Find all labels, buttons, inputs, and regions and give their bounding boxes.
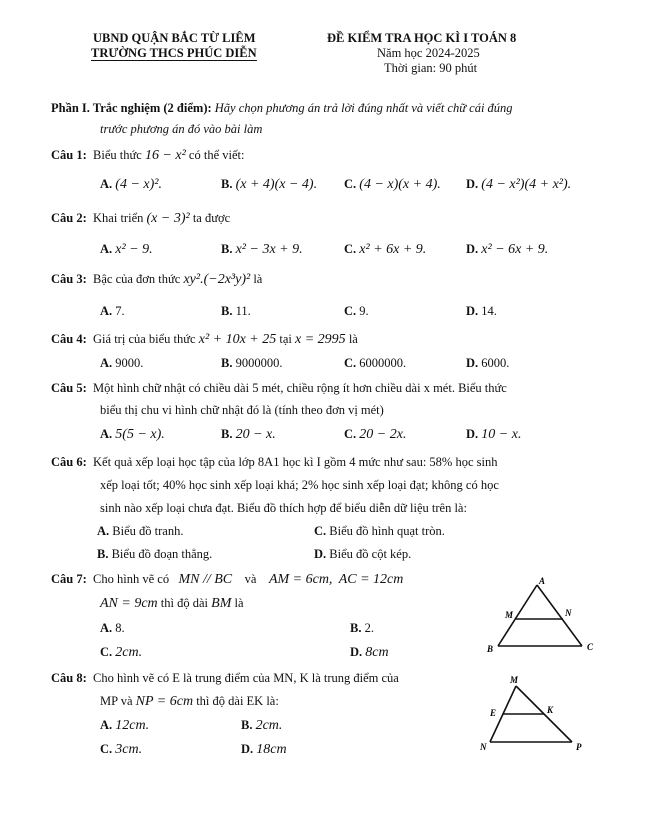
question-2 bbox=[51, 211, 230, 227]
label-c: C bbox=[587, 642, 594, 652]
option-b[interactable] bbox=[221, 304, 251, 319]
option-a[interactable] bbox=[100, 718, 149, 734]
option-a[interactable] bbox=[100, 427, 165, 443]
option-text: x² − 9. bbox=[115, 242, 153, 257]
option-key: B. bbox=[241, 718, 253, 732]
option-text: (x + 4)(x − 4). bbox=[235, 177, 318, 192]
option-a[interactable] bbox=[100, 304, 125, 319]
option-key: A. bbox=[100, 356, 113, 370]
question-math: xy².(−2x³y)² bbox=[183, 272, 251, 287]
option-key: B. bbox=[97, 547, 109, 561]
triangle-figure-q8 bbox=[476, 674, 596, 754]
option-text: 9. bbox=[359, 304, 369, 318]
question-tail: là bbox=[253, 272, 263, 286]
question-math: AN = 9cm bbox=[100, 596, 158, 611]
option-key: A. bbox=[100, 242, 113, 256]
option-key: C. bbox=[100, 645, 113, 659]
option-text: 18cm bbox=[256, 742, 287, 757]
question-tail: là bbox=[348, 332, 358, 346]
option-key: C. bbox=[344, 427, 357, 441]
question-line-1: Cho hình vẽ có E là trung điểm của MN, K là trung điểm của bbox=[93, 671, 399, 685]
question-line-2 bbox=[100, 694, 279, 710]
question-mid: tại bbox=[279, 332, 292, 346]
option-b[interactable] bbox=[221, 356, 282, 371]
option-c[interactable] bbox=[344, 177, 441, 193]
question-text: thì độ dài bbox=[160, 596, 209, 610]
option-c[interactable] bbox=[314, 524, 445, 539]
option-text: 2cm. bbox=[115, 645, 143, 660]
option-key: B. bbox=[221, 356, 233, 370]
label-k: K bbox=[547, 705, 554, 715]
question-math-2: x = 2995 bbox=[295, 332, 346, 347]
option-a[interactable] bbox=[100, 242, 153, 258]
option-d[interactable] bbox=[466, 177, 571, 193]
option-c[interactable] bbox=[344, 242, 426, 258]
option-text: Biểu đồ đoạn thẳng. bbox=[111, 547, 213, 561]
option-b[interactable] bbox=[97, 547, 212, 562]
option-key: B. bbox=[221, 242, 233, 256]
label-n: N bbox=[565, 608, 572, 618]
question-stem: Biểu thức bbox=[93, 148, 142, 162]
option-a[interactable] bbox=[100, 621, 125, 636]
question-text: và bbox=[244, 572, 257, 586]
question-text: thì độ dài EK là: bbox=[196, 694, 279, 708]
option-text: 12cm. bbox=[115, 718, 150, 733]
option-key: D. bbox=[466, 242, 479, 256]
question-math: (x − 3)² bbox=[146, 211, 190, 226]
question-text: Cho hình vẽ có bbox=[93, 572, 170, 586]
label-e: E bbox=[490, 708, 497, 718]
exam-duration: Thời gian: 90 phút bbox=[384, 61, 478, 75]
question-label: Câu 1: bbox=[51, 148, 87, 162]
option-key: D. bbox=[466, 427, 479, 441]
option-key: C. bbox=[344, 356, 357, 370]
option-text: x² + 6x + 9. bbox=[359, 242, 427, 257]
question-label: Câu 3: bbox=[51, 272, 87, 286]
question-stem: Khai triển bbox=[93, 211, 144, 225]
option-key: A. bbox=[100, 718, 113, 732]
option-text: 20 − x. bbox=[235, 427, 276, 442]
section-title: Phần I. Trắc nghiệm (2 điểm): bbox=[51, 101, 212, 115]
option-text: (4 − x)². bbox=[115, 177, 162, 192]
option-text: 2cm. bbox=[255, 718, 283, 733]
question-label: Câu 7: bbox=[51, 572, 87, 586]
option-key: D. bbox=[241, 742, 254, 756]
option-text: 2. bbox=[364, 621, 374, 635]
question-label: Câu 6: bbox=[51, 455, 87, 469]
option-text: Biểu đồ tranh. bbox=[112, 524, 184, 538]
option-text: 9000000. bbox=[235, 356, 283, 370]
question-line-1: Một hình chữ nhật có chiều dài 5 mét, chiều rộng ít hơn chiều dài x mét. Biểu thức bbox=[93, 381, 507, 395]
option-key: D. bbox=[466, 356, 479, 370]
label-a: A bbox=[539, 576, 546, 586]
option-key: B. bbox=[221, 304, 233, 318]
option-text: Biểu đồ cột kép. bbox=[329, 547, 412, 561]
option-key: A. bbox=[100, 427, 113, 441]
option-a[interactable] bbox=[100, 356, 143, 371]
label-n: N bbox=[480, 742, 487, 752]
option-d[interactable] bbox=[466, 356, 509, 371]
option-key: A. bbox=[100, 177, 113, 191]
option-d[interactable] bbox=[350, 645, 389, 661]
question-math: AM = 6cm, bbox=[268, 572, 333, 587]
question-text: là bbox=[234, 596, 244, 610]
option-b[interactable] bbox=[350, 621, 374, 636]
option-key: B. bbox=[221, 177, 233, 191]
option-d[interactable] bbox=[314, 547, 411, 562]
option-text: x² − 3x + 9. bbox=[235, 242, 303, 257]
question-math: x² + 10x + 25 bbox=[198, 332, 277, 347]
option-b[interactable] bbox=[221, 177, 317, 193]
section-instruction-2: trước phương án đó vào bài làm bbox=[100, 122, 263, 136]
question-label: Câu 5: bbox=[51, 381, 87, 395]
segment-ab bbox=[498, 585, 537, 646]
question-label: Câu 2: bbox=[51, 211, 87, 225]
option-text: 6000. bbox=[481, 356, 510, 370]
section-title-line bbox=[51, 101, 513, 116]
question-6 bbox=[51, 455, 497, 470]
option-c[interactable] bbox=[344, 304, 369, 319]
question-label: Câu 8: bbox=[51, 671, 87, 685]
option-text: 6000000. bbox=[359, 356, 407, 370]
option-c[interactable] bbox=[344, 427, 406, 443]
question-1 bbox=[51, 148, 244, 164]
question-stem: Bậc của đơn thức bbox=[93, 272, 181, 286]
school-name-text: TRƯỜNG THCS PHÚC DIỄN bbox=[91, 46, 257, 60]
label-p: P bbox=[576, 742, 582, 752]
option-d[interactable] bbox=[241, 742, 287, 758]
label-b: B bbox=[487, 644, 494, 654]
school-name bbox=[91, 46, 257, 61]
option-key: D. bbox=[350, 645, 363, 659]
option-key: D. bbox=[466, 177, 479, 191]
school-year: Năm học 2024-2025 bbox=[377, 46, 480, 60]
exam-title: ĐỀ KIỂM TRA HỌC KÌ I TOÁN 8 bbox=[327, 31, 517, 45]
option-text: 5(5 − x). bbox=[115, 427, 165, 442]
option-b[interactable] bbox=[241, 718, 282, 734]
segment-ac bbox=[537, 585, 582, 646]
option-text: 8. bbox=[115, 621, 125, 635]
option-a[interactable] bbox=[100, 177, 162, 193]
question-line-2: xếp loại tốt; 40% học sinh xếp loại khá; 2% học sinh xếp loại đạt; không có học bbox=[100, 478, 499, 492]
section-instruction-1: Hãy chọn phương án trả lời đúng nhất và viết chữ cái đúng bbox=[214, 101, 513, 115]
label-m: M bbox=[505, 610, 514, 620]
question-4 bbox=[51, 332, 358, 348]
option-key: B. bbox=[221, 427, 233, 441]
question-math: NP = 6cm bbox=[135, 694, 194, 709]
question-line-2 bbox=[100, 596, 244, 612]
question-line-3: sinh nào xếp loại chưa đạt. Biểu đồ thích hợp để biểu diễn dữ liệu trên là: bbox=[100, 501, 467, 515]
option-text: 8cm bbox=[365, 645, 389, 660]
school-district: UBND QUẬN BẮC TỪ LIÊM bbox=[93, 31, 256, 45]
option-c[interactable] bbox=[344, 356, 406, 371]
triangle-figure-q7 bbox=[484, 576, 600, 656]
question-line-1: Kết quả xếp loại học tập của lớp 8A1 học kì I gồm 4 mức như sau: 58% học sinh bbox=[93, 455, 498, 469]
option-key: C. bbox=[344, 177, 357, 191]
label-m: M bbox=[510, 675, 519, 685]
option-d[interactable] bbox=[466, 304, 497, 319]
option-key: A. bbox=[100, 304, 113, 318]
option-key: C. bbox=[100, 742, 113, 756]
option-key: D. bbox=[466, 304, 479, 318]
option-text: 9000. bbox=[115, 356, 144, 370]
question-label: Câu 4: bbox=[51, 332, 87, 346]
question-math: AC = 12cm bbox=[338, 572, 404, 587]
question-tail: ta được bbox=[192, 211, 231, 225]
option-key: C. bbox=[314, 524, 327, 538]
question-math: BM bbox=[211, 596, 232, 611]
question-3 bbox=[51, 272, 262, 288]
option-text: 20 − 2x. bbox=[359, 427, 407, 442]
option-text: Biểu đồ hình quạt tròn. bbox=[329, 524, 445, 538]
question-tail: có thể viết: bbox=[188, 148, 245, 162]
question-math: 16 − x² bbox=[144, 148, 186, 163]
question-stem: Giá trị của biểu thức bbox=[93, 332, 196, 346]
question-5 bbox=[51, 381, 507, 396]
option-key: D. bbox=[314, 547, 327, 561]
option-key: C. bbox=[344, 242, 357, 256]
option-d[interactable] bbox=[466, 427, 521, 443]
option-key: A. bbox=[100, 621, 113, 635]
option-text: 14. bbox=[481, 304, 497, 318]
option-key: B. bbox=[350, 621, 362, 635]
option-d[interactable] bbox=[466, 242, 548, 258]
question-8 bbox=[51, 671, 399, 686]
option-b[interactable] bbox=[221, 242, 303, 258]
option-key: C. bbox=[344, 304, 357, 318]
option-b[interactable] bbox=[221, 427, 276, 443]
option-key: A. bbox=[97, 524, 110, 538]
option-text: (4 − x)(x + 4). bbox=[359, 177, 441, 192]
option-c[interactable] bbox=[100, 645, 142, 661]
question-text: MP và bbox=[100, 694, 133, 708]
option-a[interactable] bbox=[97, 524, 183, 539]
option-text: 7. bbox=[115, 304, 125, 318]
question-7 bbox=[51, 572, 403, 588]
option-text: (4 − x²)(4 + x²). bbox=[481, 177, 572, 192]
option-text: 11. bbox=[235, 304, 251, 318]
question-line-2: biểu thị chu vi hình chữ nhật đó là (tính theo đơn vị mét) bbox=[100, 403, 384, 417]
option-text: 3cm. bbox=[115, 742, 143, 757]
question-math: MN // BC bbox=[178, 572, 233, 587]
option-c[interactable] bbox=[100, 742, 142, 758]
option-text: x² − 6x + 9. bbox=[481, 242, 549, 257]
option-text: 10 − x. bbox=[481, 427, 522, 442]
